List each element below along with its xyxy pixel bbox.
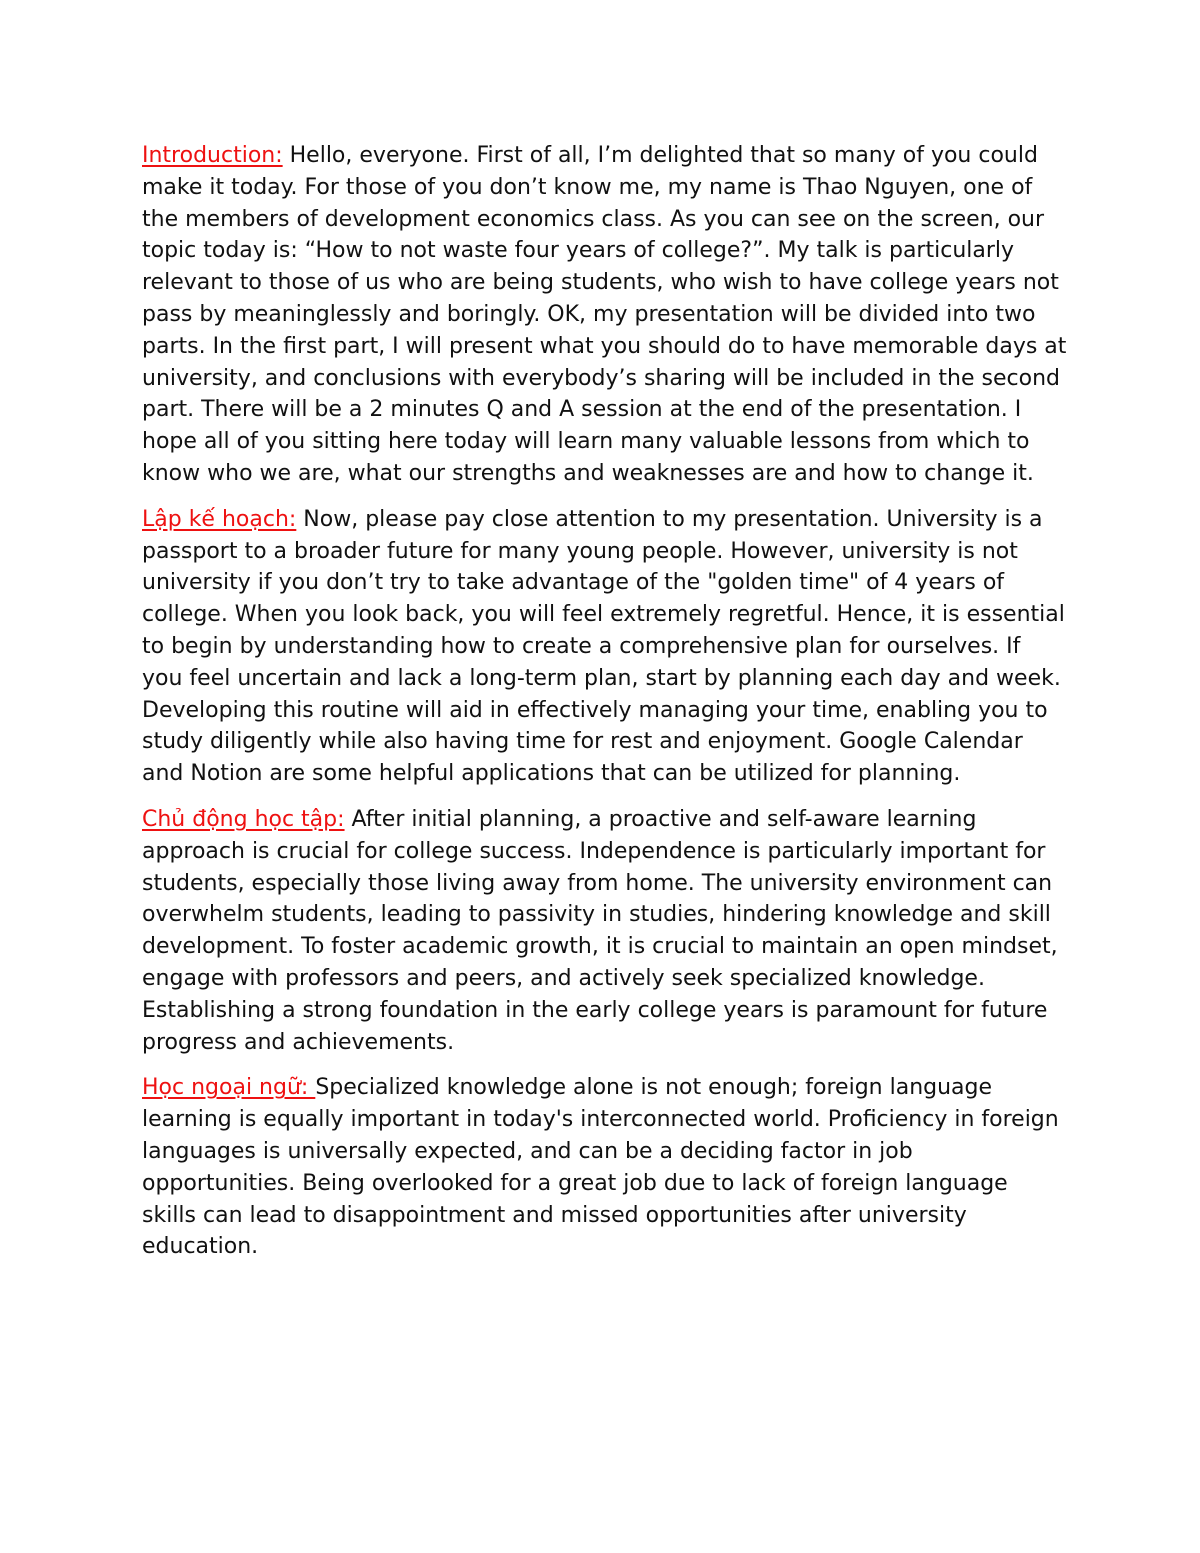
paragraph-text-foreign-languages: Specialized knowledge alone is not enough; foreign language learning is equally important in today's interconnected world. Proficiency in foreign languages is universally expected, and can be a deciding factor in job opportunities. Being overlooked for a great job due to lack of foreign language skills can lead to disappointment and missed opportunities after university education. [142,1075,1059,1260]
document-body [142,140,1067,1277]
section-heading-introduction: Introduction: [142,143,283,168]
paragraph-proactive-learning [142,804,1067,1058]
paragraph-text-introduction: Hello, everyone. First of all, I’m delighted that so many of you could make it today. For those of you don’t know me, my name is Thao Nguyen, one of the members of development economics class. As you can see on the screen, our topic today is: “How to not waste four years of college?”. My talk is particularly relevant to those of us who are being students, who wish to have college years not pass by meaninglessly and boringly. OK, my presentation will be divided into two parts. In the first part, I will present what you should do to have memorable days at university, and conclusions with everybody’s sharing will be included in the second part. There will be a 2 minutes Q and A session at the end of the presentation. I hope all of you sitting here today will learn many valuable lessons from which to know who we are, what our strengths and weaknesses are and how to change it. [142,143,1067,486]
paragraph-introduction [142,140,1067,490]
section-heading-proactive-learning: Chủ động học tập: [142,806,345,832]
section-heading-foreign-languages: Học ngoại ngữ: [142,1075,316,1101]
paragraph-planning [142,504,1067,790]
paragraph-foreign-languages [142,1072,1067,1263]
paragraph-text-proactive-learning: After initial planning, a proactive and self-aware learning approach is crucial for college success. Independence is particularly important for students, especially those living away from home. The university environment can overwhelm students, leading to passivity in studies, hindering knowledge and skill development. To foster academic growth, it is crucial to maintain an open mindset, engage with professors and peers, and actively seek specialized knowledge. Establishing a strong foundation in the early college years is paramount for future progress and achievements. [142,806,1058,1055]
section-heading-planning: Lập kế hoạch: [142,506,297,532]
paragraph-text-planning: Now, please pay close attention to my presentation. University is a passport to a broader future for many young people. However, university is not university if you don’t try to take advantage of the "golden time" of 4 years of college. When you look back, you will feel extremely regretful. Hence, it is essential to begin by understanding how to create a comprehensive plan for ourselves. If you feel uncertain and lack a long-term plan, start by planning each day and week. Developing this routine will aid in effectively managing your time, enabling you to study diligently while also having time for rest and enjoyment. Google Calendar and Notion are some helpful applications that can be utilized for planning. [142,506,1065,787]
